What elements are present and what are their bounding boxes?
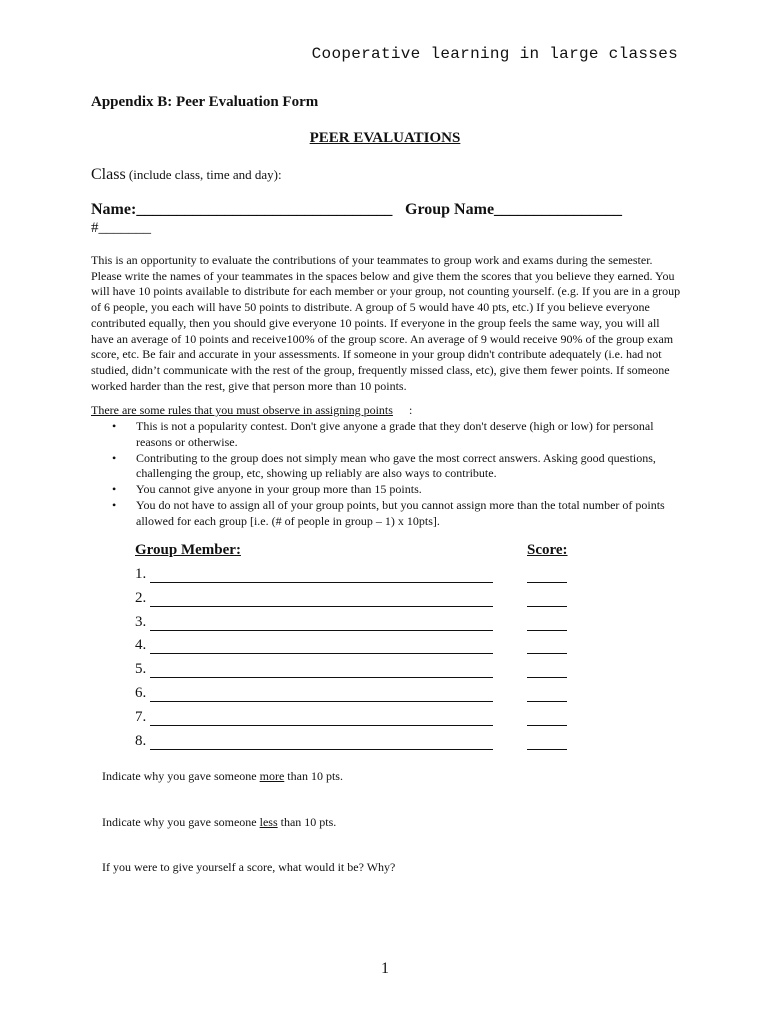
rule-item	[104, 419, 684, 451]
rule-item	[104, 498, 684, 530]
member-number: 2.	[135, 590, 147, 606]
group-name-label: Group Name	[405, 201, 495, 218]
name-label: Name:	[91, 201, 137, 218]
member-name-blank[interactable]	[150, 725, 493, 726]
page-number: 1	[381, 960, 389, 977]
member-name-blank[interactable]	[150, 606, 493, 607]
member-number: 6.	[135, 685, 147, 701]
number-label: #	[91, 220, 99, 236]
class-field	[91, 166, 282, 184]
question-less-points	[102, 815, 336, 830]
member-name-blank[interactable]	[150, 677, 493, 678]
appendix-title: Appendix B: Peer Evaluation Form	[91, 94, 319, 110]
name-blank[interactable]: ________________________________	[136, 201, 393, 218]
member-score-blank[interactable]	[527, 653, 567, 654]
member-name-blank[interactable]	[150, 630, 493, 631]
bullet-icon: •	[112, 482, 117, 497]
member-row	[135, 566, 575, 586]
member-score-blank[interactable]	[527, 630, 567, 631]
member-number: 4.	[135, 637, 147, 653]
member-row	[135, 685, 575, 705]
number-field	[91, 220, 151, 237]
question-less-tail: than 10 pts.	[277, 815, 337, 829]
question-more-text: Indicate why you gave someone	[102, 769, 260, 783]
class-note: (include class, time and day):	[125, 167, 282, 182]
question-more-tail: than 10 pts.	[284, 769, 343, 783]
member-number: 5.	[135, 661, 147, 677]
score-header: Score:	[527, 542, 568, 558]
member-score-blank[interactable]	[527, 606, 567, 607]
rule-text: You cannot give anyone in your group more than 15 points.	[136, 482, 422, 497]
member-name-blank[interactable]	[150, 653, 493, 654]
rules-heading: There are some rules that you must observe in assigning points	[91, 403, 393, 417]
rules-heading-colon: :	[409, 403, 413, 417]
member-score-blank[interactable]	[527, 582, 567, 583]
rule-item	[104, 451, 684, 483]
member-row	[135, 590, 575, 610]
bullet-icon: •	[112, 497, 117, 512]
name-field	[91, 201, 392, 219]
rule-text: You do not have to assign all of your group points, but you cannot assign more than the total number of points allowed for each group [i.e. (# of people in group – 1) x 10pts].	[136, 497, 665, 528]
member-number: 1.	[135, 566, 147, 582]
member-row	[135, 614, 575, 634]
member-number: 7.	[135, 709, 147, 725]
form-title: PEER EVALUATIONS	[309, 130, 461, 146]
member-score-blank[interactable]	[527, 701, 567, 702]
member-score-blank[interactable]	[527, 677, 567, 678]
question-self-score: If you were to give yourself a score, what would it be? Why?	[102, 860, 396, 874]
number-blank[interactable]: _______	[98, 220, 151, 236]
group-member-header: Group Member:	[135, 542, 241, 558]
running-head: Cooperative learning in large classes	[311, 45, 678, 63]
rule-item	[104, 482, 684, 498]
rule-text: Contributing to the group does not simply mean who gave the most correct answers. Asking good questions, challenging the group, etc, showing up reliably are also ways to contribute.	[136, 450, 656, 481]
question-more-points	[102, 769, 343, 784]
member-name-blank[interactable]	[150, 582, 493, 583]
member-name-blank[interactable]	[150, 749, 493, 750]
rules-list	[104, 419, 684, 530]
group-name-blank[interactable]: ________________	[494, 201, 623, 218]
instructions-paragraph: This is an opportunity to evaluate the contributions of your teammates to group work and exams during the semester. Please write the names of your teammates in the spaces below and give them the scores that you believe they earned. You will have 10 points available to distribute for each member or your group, not counting yourself. (e.g. If you are in a group of 6 people, you each will have 50 points to distribute. A group of 5 would have 40 pts, etc.) If you believe everyone contributed equally, then you should give everyone 10 points. If everyone in the group feels the same way, you will all have an average of 10 points and receive100% of the group score. An average of 9 would receive 90% of the group exam score, etc. Be fair and accurate in your assessments. If someone in your group didn't contribute adequately (i.e. had not studied, didn’t communicate with the rest of the group, frequently missed class, etc), give them fewer points. If someone worked harder than the rest, give that person more than 10 points.	[91, 253, 681, 393]
bullet-icon: •	[112, 419, 117, 433]
rule-text: This is not a popularity contest. Don't give anyone a grade that they don't deserve (high or low) for personal reasons or otherwise.	[136, 419, 654, 449]
question-less-emphasis: less	[259, 815, 278, 829]
class-label: Class	[91, 166, 126, 183]
member-score-blank[interactable]	[527, 725, 567, 726]
question-less-text: Indicate why you gave someone	[102, 815, 260, 829]
member-row	[135, 709, 575, 729]
member-number: 8.	[135, 733, 147, 749]
member-name-blank[interactable]	[150, 701, 493, 702]
member-row	[135, 733, 575, 753]
member-score-blank[interactable]	[527, 749, 567, 750]
member-row	[135, 661, 575, 681]
member-number: 3.	[135, 614, 147, 630]
bullet-icon: •	[112, 450, 117, 465]
group-name-field	[405, 201, 622, 219]
member-row	[135, 637, 575, 657]
question-more-emphasis: more	[259, 769, 285, 783]
